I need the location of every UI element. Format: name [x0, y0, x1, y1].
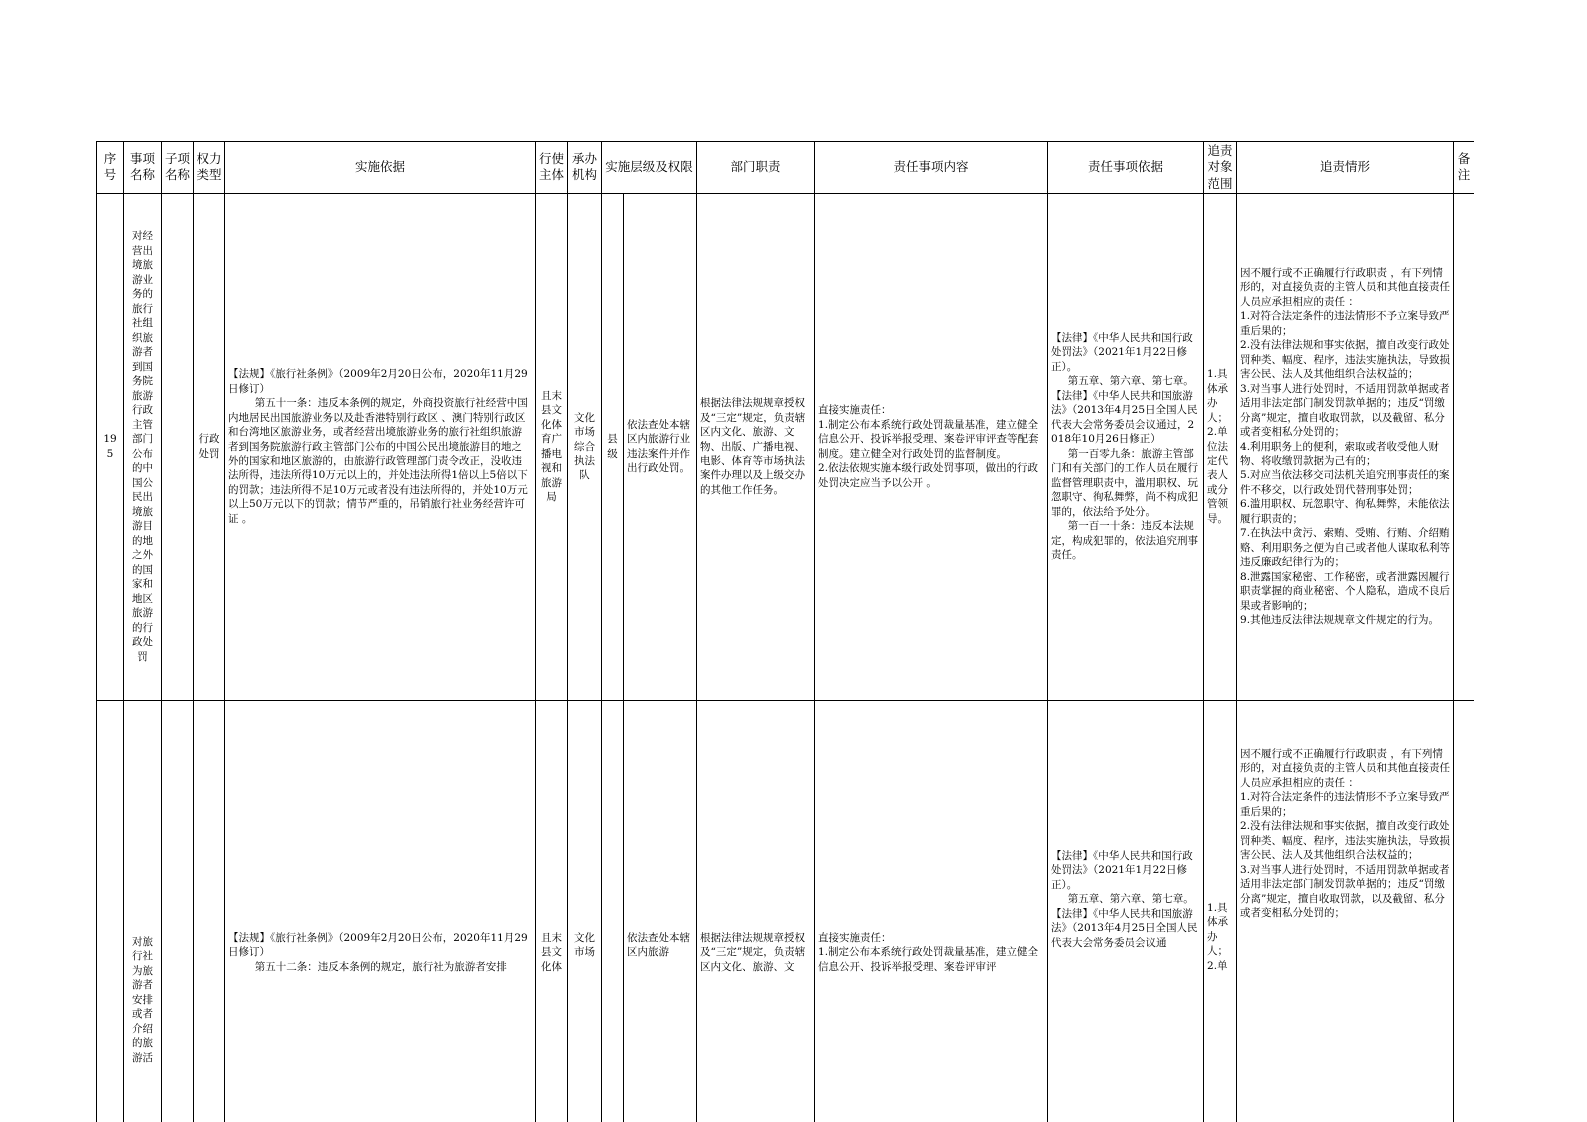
- cell-power-type: 行政处罚: [194, 193, 225, 700]
- cell-authority-text: 依法查处本辖区内旅游: [627, 931, 690, 959]
- cell-basis: 【法规】《旅行社条例》（2009年2月20日公布，2020年11月29日修订） 第五十一条：违反本条例的规定，外商投资旅行社经营中国内地居民出国旅游业务以及赴香港特别行政区 、澳门特别行政区和台湾地区旅游业务，或者经营出境旅游业务的旅行社组织旅游者到国务院旅游行政主管部门公布的中国公民出境旅游目的地之外的国家和地区旅游的，由旅游行政管理部门责令改正，没收违法所得，违法所得10万元以上的，并处违法所得1倍以上5倍以下的罚款；违法所得不足10万元或者没有违法所得的，并处10万元以上50万元以下的罚款；情节严重的，吊销旅行社业务经营许可证 。: [225, 193, 536, 700]
- header-sub-item: 子项名称: [162, 142, 194, 194]
- cell-target: 1.具体承办人； 2.单位法定代表人或分管领导。: [1204, 193, 1237, 700]
- cell-subject: 且末县文化体育广播电视和旅游局: [536, 193, 568, 700]
- header-agency: 承办机构: [568, 142, 602, 194]
- cell-situation: 因不履行或不正确履行行政职责 ，有下列情形的，对直接负责的主管人员和其他直接责任人员应承担相应的责任 ： 1.对符合法定条件的违法情形不予立案导致严重后果的； 2.没有法律法规和事实依据，擅自改变行政处罚种类、幅度、程序，违法实施执法，导致损害公民、法人及其他组织合法权益的； 3.对当事人进行处罚时，不适用罚款单据或者适用非法定部门制发罚款单据的；违反“罚缴分离”规定，擅自收取罚款，以及截留、私分或者变相私分处罚的； 4.利用职务上的便利，索取或者收受他人财物、将收缴罚款据为己有的； 5.对应当依法移交司法机关追究刑事责任的案件不移交，以行政处罚代替刑事处罚； 6.滥用职权、玩忽职守、徇私舞弊，未能依法履行职责的； 7.在执法中贪污、索贿、受贿、行贿、介绍贿赂、利用职务之便为自己或者他人谋取私利等违反廉政纪律行为的； 8.泄露国家秘密、工作秘密，或者泄露因履行职责掌握的商业秘密、个人隐私，造成不良后果或者影响的； 9.其他违反法律法规规章文件规定的行为。: [1237, 193, 1454, 700]
- cell-item-name: 对经营出境旅游业务的旅行社组织旅游者到国务院旅游行政主管部门公布的中国公民出境旅游目的地之外的国家和地区旅游的行政处罚: [124, 193, 162, 700]
- cell-dept-duty: 根据法律法规规章授权及“三定”规定，负责辖区内文化、旅游、文物、出版、广播电视、电影、体育等市场执法案件办理以及上级交办的其他工作任务。: [697, 193, 815, 700]
- table-row: [97, 700, 1475, 1122]
- header-remark: 备注: [1454, 142, 1474, 194]
- cell-target: [1204, 700, 1237, 1122]
- cell-basis: [225, 700, 536, 1122]
- cell-sub-item: [162, 193, 194, 700]
- cell-power-type: [194, 700, 225, 1122]
- header-level: 实施层级及权限: [602, 142, 697, 194]
- cell-subject-text: 且末县文化体: [541, 931, 562, 973]
- cell-seq: [97, 700, 124, 1122]
- cell-agency: [568, 700, 602, 1122]
- header-item-name: 事项名称: [124, 142, 162, 194]
- cell-situation-text: 因不履行或不正确履行行政职责 ，有下列情形的，对直接负责的主管人员和其他直接责任人员应承担相应的责任 ： 1.对符合法定条件的违法情形不予立案导致严重后果的； 2.没有法律法规和事实依据，擅自改变行政处罚种类、幅度、程序，违法实施执法，导致损害公民、法人及其他组织合法权益的； 3.对当事人进行处罚时，不适用罚款单据或者适用非法定部门制发罚款单据的；违反“罚缴分离”规定，擅自收取罚款，以及截留、私分或者变相私分处罚的；: [1240, 747, 1451, 920]
- header-power-type: 权力类型: [194, 142, 225, 194]
- table-row: [97, 193, 1475, 700]
- cell-item-name-text: 对旅行社为旅游者安排或者介绍的旅游活: [132, 935, 153, 1064]
- cell-item-name: [124, 700, 162, 1122]
- responsibility-table: [96, 141, 1474, 1122]
- cell-subject: [536, 700, 568, 1122]
- header-row: [97, 142, 1475, 194]
- cell-resp-content-text: 直接实施责任： 1.制定公布本系统行政处罚裁量基准，建立健全信息公开、投诉举报受理、案卷评审评: [818, 931, 1039, 973]
- cell-basis-text: 【法规】《旅行社条例》（2009年2月20日公布，2020年11月29日修订） 第五十二条：违反本条例的规定，旅行社为旅游者安排: [228, 931, 528, 973]
- header-situation: 追责情形: [1237, 142, 1454, 194]
- cell-resp-content: [815, 700, 1048, 1122]
- cell-dept-duty: [697, 700, 815, 1122]
- cell-seq: 195: [97, 193, 124, 700]
- cell-sub-item: [162, 700, 194, 1122]
- header-subject: 行使主体: [536, 142, 568, 194]
- cell-remark: [1454, 700, 1474, 1122]
- cell-resp-basis-text: 【法律】《中华人民共和国行政处罚法》（2021年1月22日修正）。 第五章、第六章、第七章。 【法律】《中华人民共和国旅游法》（2013年4月25日全国人民代表大会常务委员会议通: [1051, 849, 1198, 949]
- header-dept-duty: 部门职责: [697, 142, 815, 194]
- header-resp-content: 责任事项内容: [815, 142, 1048, 194]
- cell-resp-basis: [1048, 700, 1204, 1122]
- cell-level: 县级: [602, 193, 624, 700]
- document-sheet: [96, 141, 1474, 1122]
- cell-level: [602, 700, 624, 1122]
- cell-resp-content: 直接实施责任： 1.制定公布本系统行政处罚裁量基准，建立健全信息公开、投诉举报受理、案卷评审评查等配套制度。建立健全对行政处罚的监督制度。 2.依法依规实施本级行政处罚事项，做出的行政处罚决定应当予以公开 。: [815, 193, 1048, 700]
- header-resp-basis: 责任事项依据: [1048, 142, 1204, 194]
- header-target: 追责对象范围: [1204, 142, 1237, 194]
- cell-situation: [1237, 700, 1454, 1122]
- cell-agency: 文化市场综合执法队: [568, 193, 602, 700]
- cell-target-text: 1.具体承办人； 2.单: [1207, 901, 1229, 972]
- cell-agency-text: 文化市场: [574, 931, 595, 959]
- cell-resp-basis: 【法律】《中华人民共和国行政处罚法》（2021年1月22日修正）。 第五章、第六章、第七章。 【法律】《中华人民共和国旅游法》（2013年4月25日全国人民代表大会常务委员会议通过，2018年10月26日修正） 第一百零九条：旅游主管部门和有关部门的工作人员在履行监督管理职责中，滥用职权、玩忽职守、徇私舞弊，尚不构成犯罪的，依法给予处分。 第一百一十条：违反本法规定，构成犯罪的，依法追究刑事责任。: [1048, 193, 1204, 700]
- header-basis: 实施依据: [225, 142, 536, 194]
- header-seq: 序号: [97, 142, 124, 194]
- cell-authority: [624, 700, 697, 1122]
- cell-authority: 依法查处本辖区内旅游行业违法案件并作出行政处罚。: [624, 193, 697, 700]
- cell-remark: [1454, 193, 1474, 700]
- cell-dept-duty-text: 根据法律法规规章授权及“三定”规定，负责辖区内文化、旅游、文: [700, 931, 806, 973]
